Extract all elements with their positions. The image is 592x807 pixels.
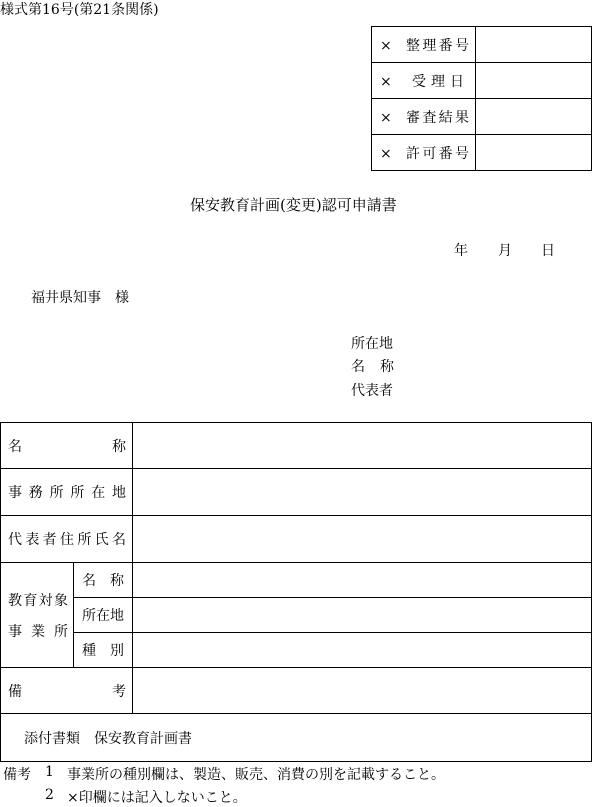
remarks-field[interactable] bbox=[133, 668, 592, 714]
office-label: 審査結果 bbox=[406, 109, 469, 126]
name-label: 名称 bbox=[8, 438, 126, 455]
target-name-field[interactable] bbox=[133, 563, 592, 598]
target-type-field[interactable] bbox=[133, 633, 592, 668]
row-representative bbox=[1, 516, 592, 563]
row-remarks bbox=[1, 668, 592, 714]
representative-field[interactable] bbox=[133, 516, 592, 563]
row-office-address bbox=[1, 469, 592, 516]
cross-mark: × bbox=[380, 145, 392, 162]
cross-mark: × bbox=[380, 73, 392, 90]
office-label: 受理日 bbox=[412, 73, 464, 90]
row-attachments bbox=[1, 714, 592, 762]
document-title: 保安教育計画(変更)認可申請書 bbox=[190, 196, 397, 214]
note-number: 2 bbox=[45, 787, 54, 803]
target-name-label: 名称 bbox=[82, 573, 124, 589]
form-number: 様式第16号(第21条関係) bbox=[0, 2, 159, 18]
target-address-field[interactable] bbox=[133, 598, 592, 633]
office-use-box bbox=[371, 26, 592, 171]
office-value-cell[interactable] bbox=[476, 27, 592, 63]
target-label-line1: 教育対象 bbox=[8, 592, 68, 609]
office-address-label: 事務所所在地 bbox=[8, 485, 126, 501]
cross-mark: × bbox=[380, 109, 392, 126]
representative-label: 代表者住所氏名 bbox=[8, 532, 126, 548]
applicant-address-label: 所在地 bbox=[351, 336, 393, 352]
note-number: 1 bbox=[45, 764, 54, 780]
cross-mark: × bbox=[380, 37, 392, 54]
office-row-review-result bbox=[372, 99, 592, 135]
office-value-cell[interactable] bbox=[476, 135, 592, 171]
office-row-reference-number bbox=[372, 27, 592, 63]
note-text: ×印欄には記入しないこと。 bbox=[67, 790, 247, 806]
office-value-cell[interactable] bbox=[476, 99, 592, 135]
date-day-label: 日 bbox=[541, 243, 555, 259]
office-label: 整理番号 bbox=[406, 37, 469, 54]
note-text: 事業所の種別欄は、製造、販売、消費の別を記載すること。 bbox=[67, 767, 445, 783]
row-name bbox=[1, 423, 592, 469]
addressee: 福井県知事 様 bbox=[31, 290, 129, 306]
office-label: 許可番号 bbox=[406, 145, 469, 162]
target-establishment-label bbox=[1, 563, 74, 668]
row-target-type bbox=[1, 633, 592, 668]
applicant-name-label: 名称 bbox=[351, 359, 394, 375]
date-year-label: 年 bbox=[454, 243, 468, 259]
application-form bbox=[0, 422, 592, 762]
office-row-received-date bbox=[372, 63, 592, 99]
target-label-line2: 事業所 bbox=[8, 623, 68, 640]
name-field[interactable] bbox=[133, 423, 592, 469]
office-address-field[interactable] bbox=[133, 469, 592, 516]
target-address-label: 所在地 bbox=[82, 608, 124, 624]
remarks-label: 備考 bbox=[8, 683, 126, 700]
date-month-label: 月 bbox=[498, 243, 512, 259]
office-row-permit-number bbox=[372, 135, 592, 171]
row-target-name bbox=[1, 563, 592, 598]
row-target-address bbox=[1, 598, 592, 633]
attachments-text: 添付書類 保安教育計画書 bbox=[1, 714, 592, 762]
target-type-label: 種別 bbox=[82, 643, 124, 659]
office-value-cell[interactable] bbox=[476, 63, 592, 99]
applicant-representative-label: 代表者 bbox=[351, 383, 393, 399]
notes-heading: 備考 bbox=[3, 767, 31, 783]
